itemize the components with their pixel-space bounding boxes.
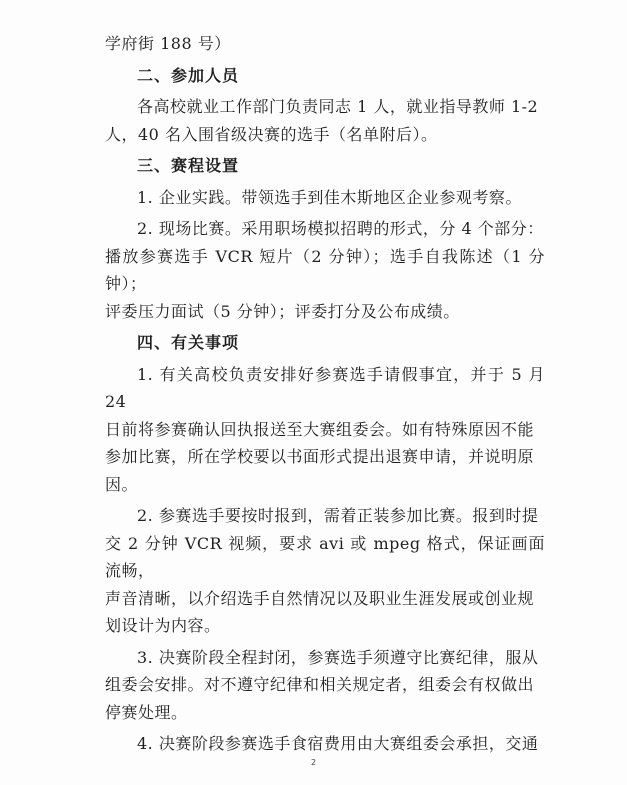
- text-line: 日前将参赛确认回执报送至大赛组委会。如有特殊原因不能: [105, 419, 535, 439]
- text-line: 声音清晰，以介绍选手自然情况以及职业生涯发展或创业规: [105, 588, 535, 608]
- paragraph-matters-2: [105, 502, 545, 640]
- text-line: 3. 决赛阶段全程封闭，参赛选手须遵守比赛纪律，服从: [137, 647, 539, 667]
- text-line: 人，40 名入围省级决赛的选手（名单附后）。: [105, 124, 438, 144]
- page-number: 2: [310, 758, 317, 767]
- text-line: 1. 企业实践。带领选手到佳木斯地区企业参观考察。: [137, 187, 522, 207]
- text-line: 评委压力面试（5 分钟）；评委打分及公布成绩。: [105, 301, 460, 321]
- document-body: [105, 30, 545, 758]
- text-line: 各高校就业工作部门负责同志 1 人，就业指导教师 1-2: [137, 97, 539, 116]
- text-line: 因。: [105, 474, 139, 494]
- text-line: 交 2 分钟 VCR 视频，要求 avi 或 mpeg 格式，保证画面流畅，: [105, 533, 545, 580]
- paragraph-matters-1: [105, 361, 545, 499]
- paragraph-matters-3: [105, 644, 545, 727]
- section-heading-schedule: 三、赛程设置: [137, 156, 240, 175]
- text-line: 停赛处理。: [105, 702, 188, 722]
- paragraph-participants: [105, 93, 545, 148]
- text-line: 2. 现场比赛。采用职场模拟招聘的形式，分 4 个部分：: [137, 219, 544, 238]
- text-line: 2. 参赛选手要按时报到，需着正装参加比赛。报到时提: [137, 506, 539, 525]
- text-line: 组委会安排。对不遵守纪律和相关规定者，组委会有权做出: [105, 675, 535, 694]
- section-heading-participants: 二、参加人员: [137, 65, 240, 85]
- text-line: 4. 决赛阶段参赛选手食宿费用由大赛组委会承担，交通: [137, 734, 539, 753]
- text-line: 播放参赛选手 VCR 短片（2 分钟）；选手自我陈述（1 分钟）；: [105, 246, 545, 293]
- text-line: 1. 有关高校负责安排好参赛选手请假事宜，并于 5 月 24: [105, 364, 545, 411]
- paragraph-matters-4: [105, 730, 545, 758]
- address-continuation: 学府街 188 号）: [105, 34, 231, 53]
- text-line: 划设计为内容。: [105, 616, 221, 635]
- paragraph-schedule-1: [105, 184, 545, 212]
- paragraph-schedule-2: [105, 215, 545, 325]
- section-heading-matters: 四、有关事项: [137, 333, 240, 352]
- text-line: 参加比赛，所在学校要以书面形式提出退赛申请，并说明原: [105, 447, 535, 466]
